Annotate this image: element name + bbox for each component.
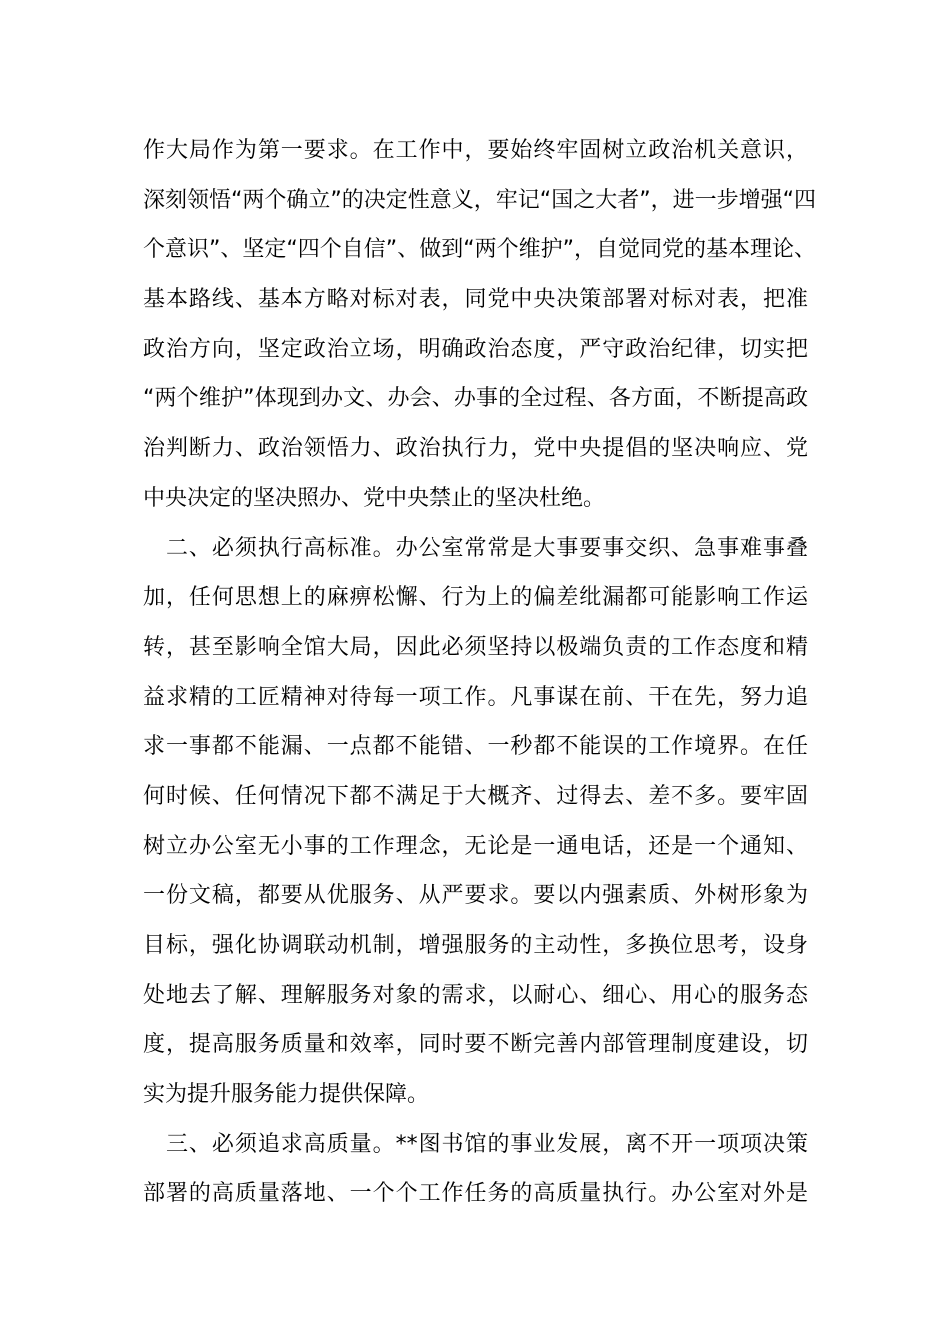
text-line-14: 何时候、任何情况下都不满足于大概齐、过得去、差不多。要牢固 (143, 783, 808, 809)
text-line-20: 实为提升服务能力提供保障。 (143, 1082, 430, 1108)
text-line-15: 树立办公室无小事的工作理念，无论是一通电话，还是一个通知、 (143, 833, 808, 859)
text-line-3: 个意识”、坚定“四个自信”、做到“两个维护”，自觉同党的基本理论、 (143, 237, 816, 263)
text-line-13: 求一事都不能漏、一点都不能错、一秒都不能误的工作境界。在任 (143, 734, 808, 760)
text-line-16: 一份文稿，都要从优服务、从严要求。要以内强素质、外树形象为 (143, 883, 808, 909)
document-body (143, 126, 816, 1219)
text-line-7: 治判断力、政治领悟力、政治执行力，党中央提倡的坚决响应、党 (143, 436, 808, 462)
text-line-12: 益求精的工匠精神对待每一项工作。凡事谋在前、干在先，努力追 (143, 684, 808, 710)
text-line-1: 作大局作为第一要求。在工作中，要始终牢固树立政治机关意识， (143, 138, 808, 163)
text-line-9: 二、必须执行高标准。办公室常常是大事要事交织、急事难事叠 (143, 535, 808, 561)
text-line-6: “两个维护”体现到办文、办会、办事的全过程、各方面，不断提高政 (143, 386, 808, 412)
text-line-8: 中央决定的坚决照办、党中央禁止的坚决杜绝。 (143, 485, 606, 511)
text-line-17: 目标，强化协调联动机制，增强服务的主动性，多换位思考，设身 (143, 933, 808, 958)
text-line-4: 基本路线、基本方略对标对表，同党中央决策部署对标对表，把准 (143, 287, 808, 313)
text-line-10: 加，任何思想上的麻痹松懈、行为上的偏差纰漏都可能影响工作运 (143, 585, 808, 611)
text-line-5: 政治方向，坚定政治立场，明确政治态度，严守政治纪律，切实把 (143, 336, 808, 362)
text-line-19: 度，提高服务质量和效率，同时要不断完善内部管理制度建设，切 (143, 1032, 808, 1058)
text-line-2: 深刻领悟“两个确立”的决定性意义，牢记“国之大者”，进一步增强“四 (143, 187, 816, 213)
text-line-21: 三、必须追求高质量。**图书馆的事业发展，离不开一项项决策 (143, 1131, 808, 1157)
text-line-22: 部署的高质量落地、一个个工作任务的高质量执行。办公室对外是 (143, 1181, 808, 1207)
text-line-18: 处地去了解、理解服务对象的需求，以耐心、细心、用心的服务态 (143, 982, 808, 1008)
text-line-11: 转，甚至影响全馆大局，因此必须坚持以极端负责的工作态度和精 (143, 634, 808, 660)
